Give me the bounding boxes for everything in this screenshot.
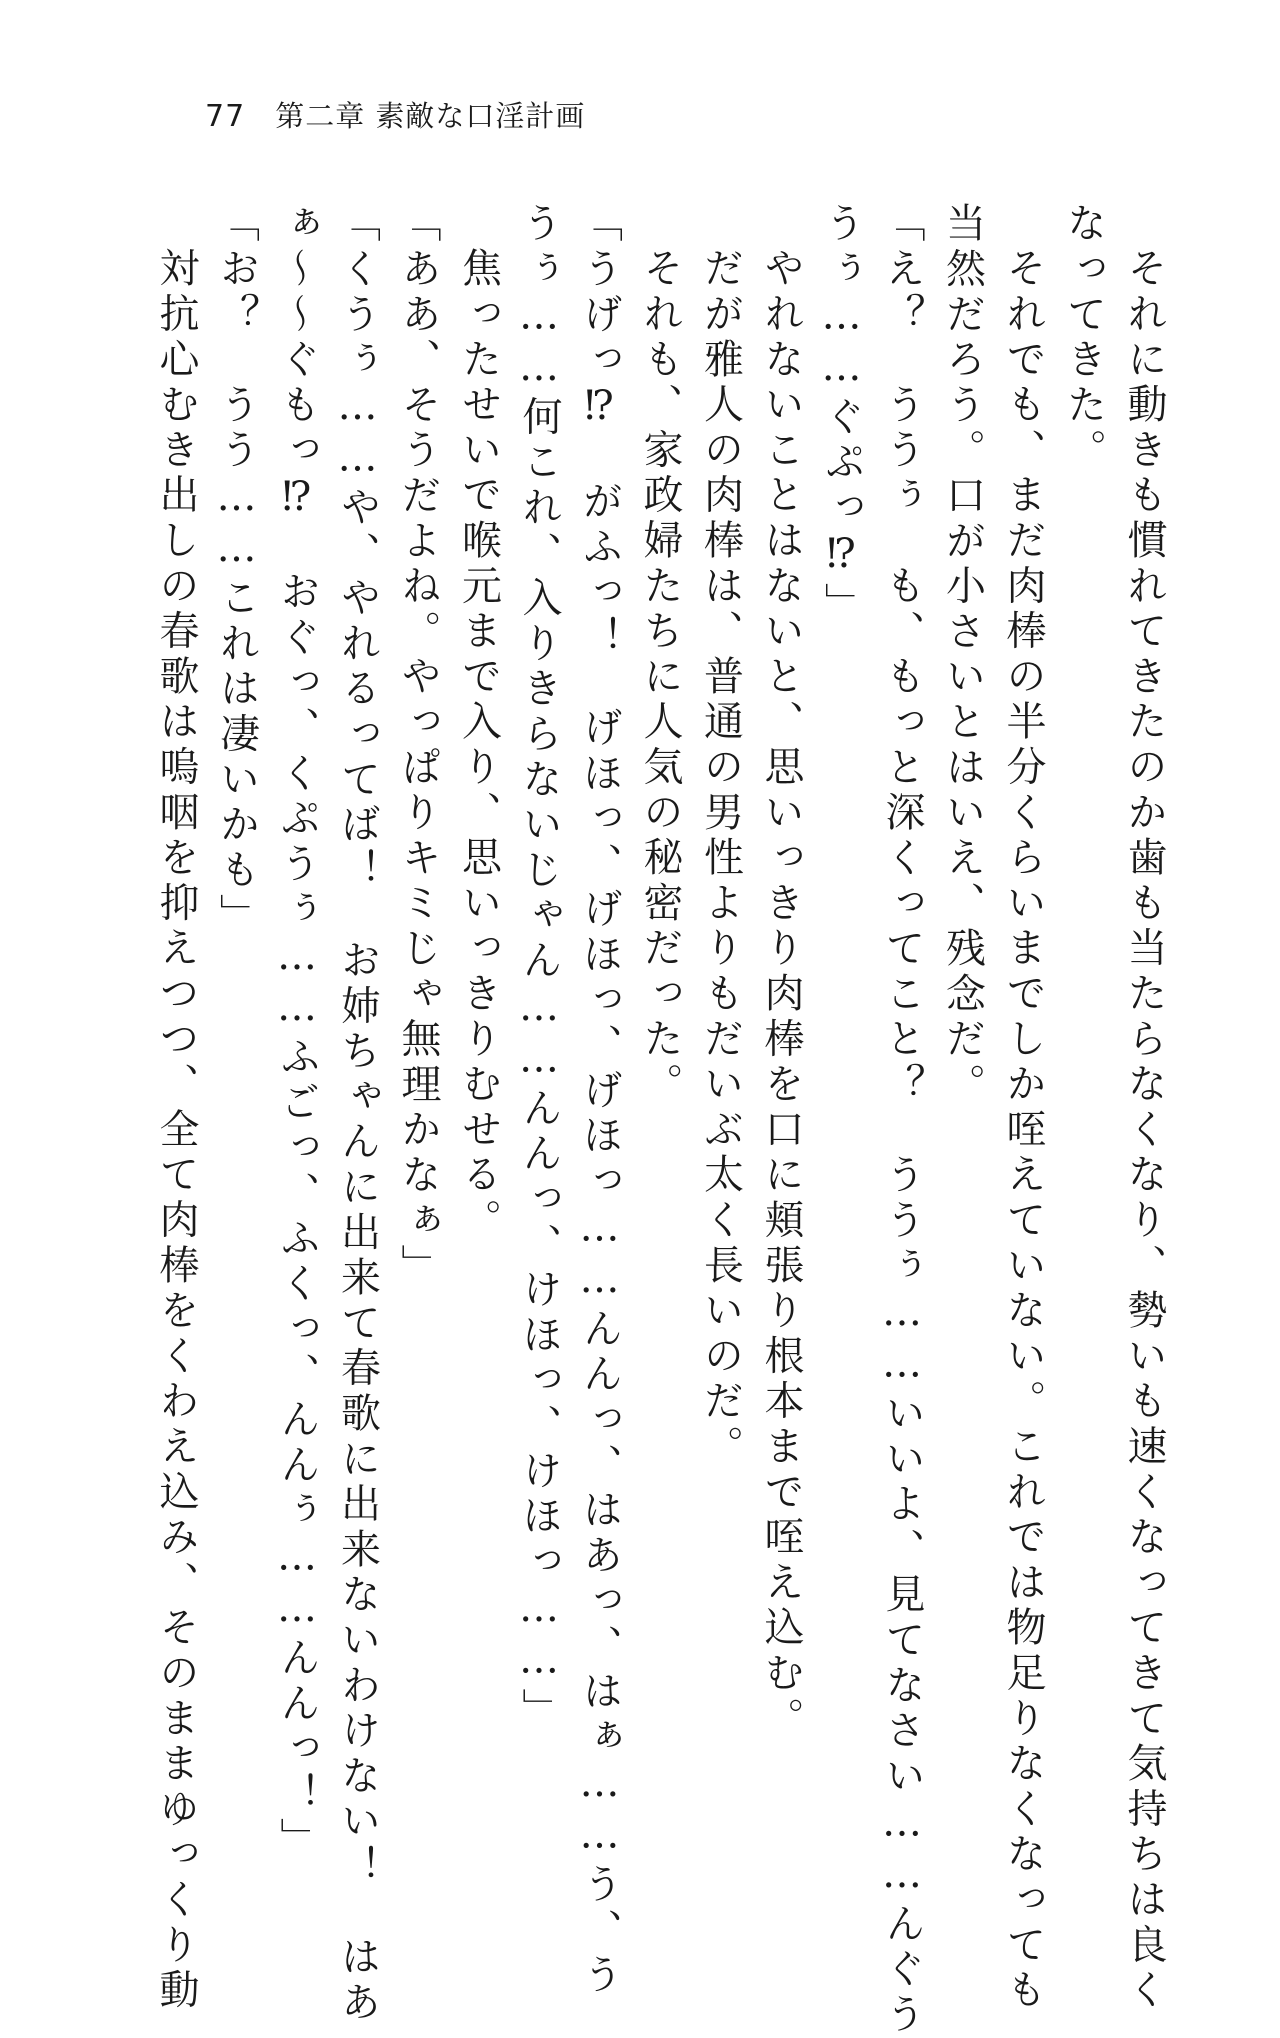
text-line: だが雅人の肉棒は、普通の男性よりもだいぶ太く長いのだ。 [697,247,744,1471]
page-number: 77 [205,99,246,134]
text-line: 「くうぅ……や、やれるってば！ お姉ちゃんに出来て春歌に出来ないわけない！ はあ [334,202,381,2026]
text-line: 「え？ ううぅ も、もっと深くってこと？ ううぅ……いいよ、見てなさい……んぐう [879,202,925,2038]
text-line: 「お？ うう……これは凄いかも」 [213,202,260,939]
text-line: うぅ……ぐぷっ⁉」 [818,202,865,628]
text-line: 当然だろう。口が小さいとはいえ、残念だ。 [939,202,986,1108]
text-line: 焦ったせいで喉元まで入り、思いっきりむせる。 [455,247,502,1244]
text-line: それでも、まだ肉棒の半分くらいまでしか咥えていない。これでは物足りなくなっても [1000,247,1046,2014]
text-line: それも、家政婦たちに人気の秘密だった。 [637,247,683,1108]
text-line: なってきた。 [1060,202,1107,474]
vertical-body-text [146,202,1175,2038]
text-line: ぁ～～ぐもっ⁉ おぐっ、くぷうぅ……ふごっ、ふくっ、んんぅ……んんっ！」 [274,202,320,1863]
text-line: 「うげっ⁉ がふっ！ げほっ、げほっ、げほっ……んんっ、はあっ、はぁ……う、う [576,202,623,1999]
text-line: 対抗心むき出しの春歌は嗚咽を抑えつつ、全て肉棒をくわえ込み、そのままゆっくり動 [153,247,199,2014]
text-line: 「ああ、そうだよね。やっぱりキミじゃ無理かなぁ」 [395,202,441,1290]
running-head [205,94,585,134]
text-line: それに動きも慣れてきたのか歯も当たらなくなり、勢いも速くなってきて気持ちは良く [1121,247,1167,2014]
chapter-title: 第二章 素敵な口淫計画 [275,99,586,133]
text-line: やれないことはないと、思いっきり肉棒を口に頬張り根本まで咥え込む。 [758,247,804,1742]
text-line: うぅ……何これ、入りきらないじゃん……んんっ、けほっ、けほっ……」 [516,202,562,1733]
